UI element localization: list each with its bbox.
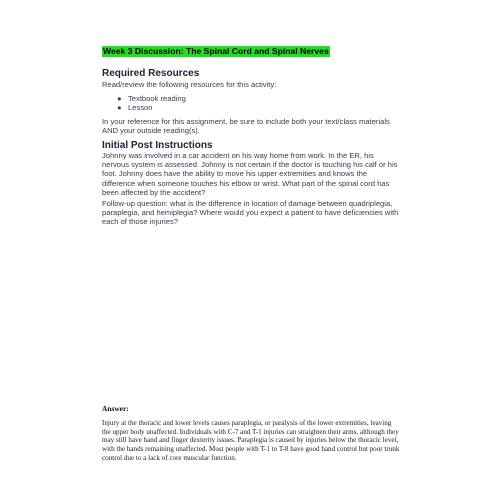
resources-intro: Read/review the following resources for this activity: [102,80,277,89]
reference-note: In your reference for this assignment, be sure to include both your text/class materials AND your outside reading(s). [102,117,390,136]
answer-text: Injury at the thoracic and lower levels causes paraplegia, or paralysis of the lower extremities, leaving the upper body unaffected. Individuals with C-7 and T-1 injuries can straighten their arms, although they may still have hand and finger dexterity issues. Paraplegia is caused by injuries below the thoracic level, with the hands remaining unaffected. Most people with T-1 to T-8 have good hand control but poor trunk control due to a lack of core muscular function. [102,419,400,462]
document-title: Week 3 Discussion: The Spinal Cord and Spinal Nerves [103,46,329,56]
answer-label: Answer: [102,404,129,413]
bullet-icon: ● [117,94,122,103]
resources-list [102,94,186,112]
resource-item-label: Textbook reading [128,94,186,103]
required-resources-heading: Required Resources [102,68,200,79]
list-item [102,103,186,112]
initial-post-paragraph-2: Follow-up question: what is the difference in location of damage between quadriplegia, paraplegia, and hemiplegia? Where would you expect a patient to have deficiencies with each of those injuries? [102,199,399,227]
initial-post-heading: Initial Post Instructions [102,140,213,151]
bullet-icon: ● [117,103,122,113]
list-item [102,94,186,103]
resource-item-label: Lesson [128,103,153,113]
initial-post-paragraph-1: Johnny was involved in a car accident on his way home from work. In the ER, his nervous system is assessed. Johnny is not certain if the doctor is touching his calf or his foot. Johnny does have the ability to move his upper extremities and knows the difference when someone touches his elbow or wrist. What part of the spinal cord has been affected by the accident? [102,151,398,197]
